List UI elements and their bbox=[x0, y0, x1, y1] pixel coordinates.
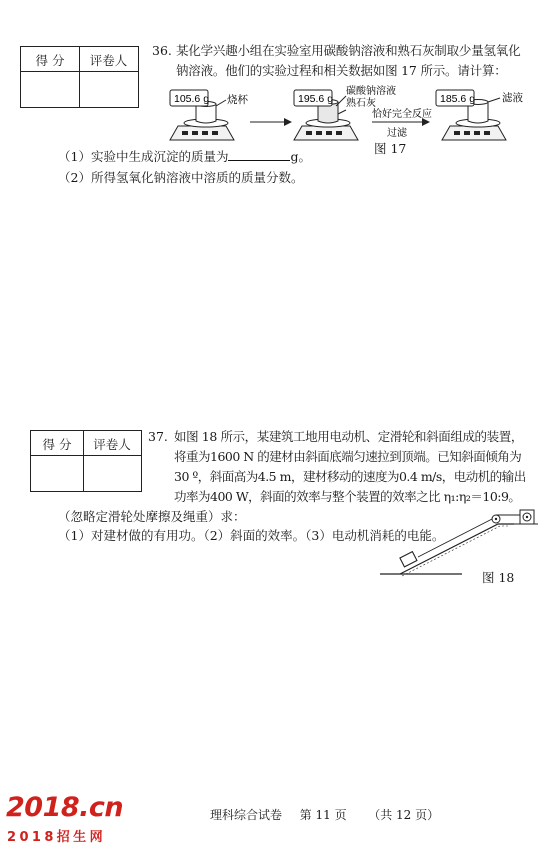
rope bbox=[418, 518, 494, 557]
question-37-line3: 30 º，斜面高为4.5 m，建材移动的速度为0.4 m/s，电动机的输出 bbox=[174, 469, 526, 484]
question-37-line6: （1）对建材做的有用功。（2）斜面的效率。（3）电动机消耗的电能。 bbox=[58, 528, 445, 543]
scale-1-label: 烧杯 bbox=[227, 94, 248, 106]
scale-3-weight: 185.6 g bbox=[440, 93, 476, 105]
scale-1-weight: 105.6 g bbox=[174, 93, 210, 105]
question-37-line4: 功率为400 W，斜面的效率与整个装置的效率之比 η₁:η₂＝10:9。 bbox=[174, 489, 521, 504]
watermark-sub-text: 2018招生网 bbox=[7, 830, 106, 845]
score-box-q36 bbox=[20, 46, 139, 108]
question-36-sub2: （2）所得氢氧化钠溶液中溶质的质量分数。 bbox=[58, 170, 304, 185]
question-37-line5: （忽略定滑轮处摩擦及绳重）求： bbox=[58, 509, 246, 524]
question-37-line1: 如图 18 所示，某建筑工地用电动机、定滑轮和斜面组成的装置， bbox=[174, 429, 523, 444]
scale-3-label: 滤液 bbox=[502, 92, 523, 104]
footer-subject: 理科综合试卷 bbox=[210, 808, 283, 822]
figure-18-caption: 图 18 bbox=[482, 570, 515, 585]
score-box-q37 bbox=[30, 430, 142, 492]
scale-2-weight: 195.6 g bbox=[298, 93, 334, 105]
question-36-number: 36. bbox=[152, 43, 172, 58]
site-watermark-logo bbox=[4, 792, 164, 848]
footer-total: （共 12 页） bbox=[368, 808, 440, 822]
arrow-2-label-bottom: 过滤 bbox=[387, 128, 407, 139]
answer-blank[interactable] bbox=[228, 146, 290, 161]
score-label: 得 分 bbox=[42, 437, 72, 452]
scale-2-label-lime: 熟石灰 bbox=[346, 98, 376, 109]
question-37-line2: 将重为1600 N 的建材由斜面底端匀速拉到顶端。已知斜面倾角为 bbox=[174, 449, 522, 464]
arrow-1 bbox=[250, 118, 292, 126]
question-36-line2: 钠溶液。他们的实验过程和相关数据如图 17 所示。请计算： bbox=[176, 63, 507, 78]
grader-label: 评卷人 bbox=[93, 437, 131, 452]
question-36-sub1-unit: g。 bbox=[290, 149, 311, 164]
building-material-block bbox=[400, 552, 417, 567]
footer-page: 第 11 页 bbox=[299, 808, 347, 822]
figure-17 bbox=[168, 84, 530, 146]
grader-label: 评卷人 bbox=[89, 53, 128, 68]
question-36-sub1-text: （1）实验中生成沉淀的质量为 bbox=[58, 149, 229, 164]
pulley bbox=[492, 515, 500, 523]
scale-2-label-solution: 碳酸钠溶液 bbox=[346, 86, 396, 97]
figure-17-caption: 图 17 bbox=[374, 141, 407, 156]
motor bbox=[520, 510, 534, 524]
score-label: 得 分 bbox=[35, 53, 65, 68]
question-36-line1: 某化学兴趣小组在实验室用碳酸钠溶液和熟石灰制取少量氢氧化 bbox=[176, 43, 521, 58]
figure-18 bbox=[378, 508, 542, 580]
incline bbox=[400, 524, 514, 574]
question-37-number: 37. bbox=[148, 429, 168, 444]
watermark-main-text: 2018.cn bbox=[6, 792, 124, 823]
page-footer bbox=[210, 806, 439, 823]
question-36-sub1 bbox=[58, 146, 311, 168]
arrow-2-label-top: 恰好完全反应 bbox=[372, 109, 432, 120]
